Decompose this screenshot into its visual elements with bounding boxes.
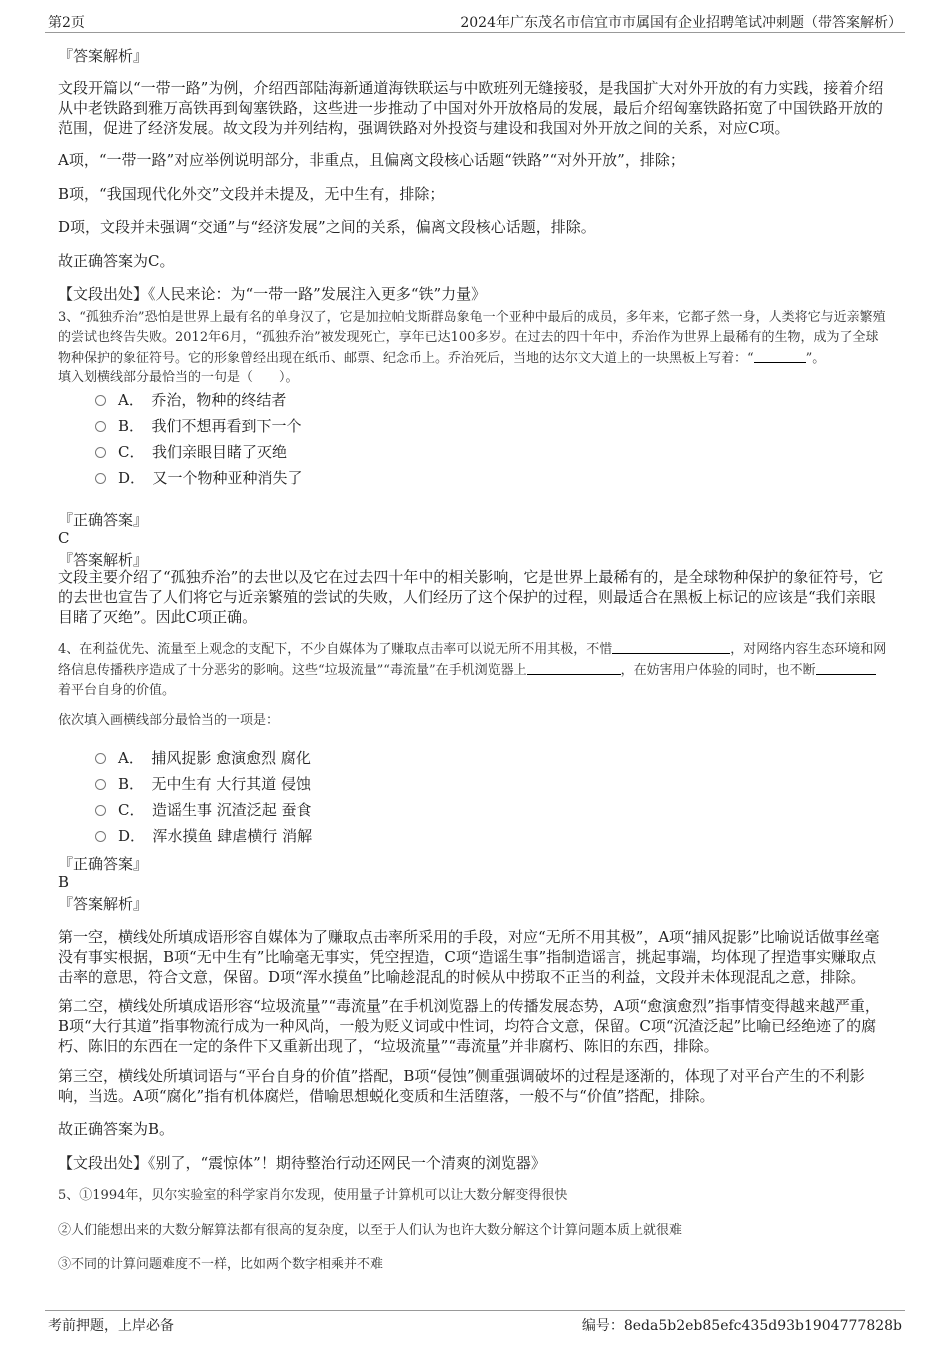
q5-sentence-2: ②人们能想出来的大数分解算法都有很高的复杂度，以至于人们认为也许大数分解这个计算问题本质上就很难 <box>58 1223 683 1238</box>
q3-option-d-label: D． 又一个物种亚种消失了 <box>118 469 303 487</box>
q4-analysis-p2: 第二空，横线处所填成语形容“垃圾流量”“毒流量”在手机浏览器上的传播发展态势，A项“愈演愈烈”指事情变得越来越严重，B项“大行其道”指事物流行成为一种风尚，一般为贬义词或中性词，均符合文意，保留。C项“沉渣泛起”比喻已经绝迹了的腐朽、陈旧的东西在一定的条件下又重新出现了，“垃圾流量”“毒流量”并非腐朽、陈旧的东西，排除。 <box>58 997 880 1055</box>
q4-answer: B <box>58 873 70 891</box>
q4-stem-c: ，在妨害用户体验的同时，也不断 <box>620 663 816 678</box>
q3-analysis-label: 『答案解析』 <box>58 551 149 569</box>
q4-option-d[interactable] <box>95 825 312 847</box>
q3-option-a[interactable] <box>95 389 286 411</box>
radio-icon[interactable] <box>95 421 106 432</box>
page-footer <box>45 1310 905 1337</box>
radio-icon[interactable] <box>95 447 106 458</box>
radio-icon[interactable] <box>95 805 106 816</box>
radio-icon[interactable] <box>95 395 106 406</box>
q3-option-d[interactable] <box>95 467 303 489</box>
q4-stem-a: 4、在利益优先、流量至上观念的支配下，不少自媒体为了赚取点击率可以说无所不用其极，不惜 <box>58 642 613 657</box>
q3-option-a-label: A． 乔治，物种的终结者 <box>118 391 287 409</box>
q2-analysis-label: 『答案解析』 <box>58 47 149 65</box>
document-title: 2024年广东茂名市信宜市市属国有企业招聘笔试冲刺题（带答案解析） <box>460 15 902 31</box>
q3-stem-text: 3、“孤独乔治”恐怕是世界上最有名的单身汉了，它是加拉帕戈斯群岛象龟一个亚种中最后的成员，多年来，它都孑然一身，人类将它与近亲繁殖的尝试也终告失败。2012年6月，“孤独乔治”被发现死亡，享年已达100多岁。在过去的四十年中，乔治作为世界上最稀有的生物，成为了全球物种保护的象征符号。它的形象曾经出现在纸币、邮票、纪念币上。乔治死后，当地的达尔文大道上的一块黑板上写着：“ <box>58 310 886 366</box>
q4-option-c[interactable] <box>95 799 312 821</box>
q2-analysis-p3: B项，“我国现代化外交”文段并未提及，无中生有，排除； <box>58 185 445 203</box>
radio-icon[interactable] <box>95 831 106 842</box>
q3-stem-end: ”。 <box>805 351 826 366</box>
radio-icon[interactable] <box>95 753 106 764</box>
q5-sentence-3: ③不同的计算问题难度不一样，比如两个数字相乘并不难 <box>58 1257 384 1272</box>
page-header <box>45 10 905 33</box>
q4-option-b[interactable] <box>95 773 311 795</box>
q4-stem <box>58 639 888 701</box>
q4-stem-d: 着平台自身的价值。 <box>58 683 176 698</box>
q3-prompt: 填入划横线部分最恰当的一句是（ ）。 <box>58 370 299 385</box>
q4-option-d-label: D． 浑水摸鱼 肆虐横行 消解 <box>118 827 313 845</box>
q3-answer: C <box>58 529 70 547</box>
q3-blank <box>754 348 806 363</box>
q4-option-a[interactable] <box>95 747 311 769</box>
q3-option-c-label: C． 我们亲眼目睹了灭绝 <box>118 443 287 461</box>
q5-sentence-1: 5、①1994年，贝尔实验室的科学家肖尔发现，使用量子计算机可以让大数分解变得很快 <box>58 1188 568 1203</box>
q3-option-b[interactable] <box>95 415 302 437</box>
q4-correct-label: 『正确答案』 <box>58 855 149 873</box>
page-number: 第2页 <box>48 15 85 31</box>
q2-analysis-p1: 文段开篇以“一带一路”为例，介绍西部陆海新通道海铁联运与中欧班列无缝接驳，是我国扩大对外开放的有力实践，接着介绍从中老铁路到雅万高铁再到匈塞铁路，这些进一步推动了中国对外开放格局的发展，最后介绍匈塞铁路拓宽了中国铁路开放的范围，促进了经济发展。故文段为并列结构，强调铁路对外投资与建设和我国对外开放之间的关系，对应C项。 <box>58 79 884 137</box>
q3-analysis: 文段主要介绍了“孤独乔治”的去世以及它在过去四十年中的相关影响，它是世界上最稀有的，是全球物种保护的象征符号，它的去世也宣告了人们将它与近亲繁殖的尝试的失败，人们经历了这个保护的过程，则最适合在黑板上标记的应该是“我们亲眼目睹了灭绝”。因此C项正确。 <box>58 568 884 626</box>
q4-analysis-p1: 第一空，横线处所填成语形容自媒体为了赚取点击率所采用的手段，对应“无所不用其极”，A项“捕风捉影”比喻说话做事丝毫没有事实根据，B项“无中生有”比喻毫无事实，凭空捏造，C项“造谣生事”指制造谣言，挑起事端，均体现了捏造事实赚取点击率的意思，符合文意，保留。D项“浑水摸鱼”比喻趁混乱的时候从中捞取不正当的利益，文段并未体现混乱之意，排除。 <box>58 928 880 986</box>
q3-option-c[interactable] <box>95 441 287 463</box>
q4-option-b-label: B． 无中生有 大行其道 侵蚀 <box>118 775 312 793</box>
q4-blank-1 <box>612 639 730 654</box>
q4-prompt: 依次填入画横线部分最恰当的一项是： <box>58 713 280 728</box>
q3-stem <box>58 308 888 369</box>
q2-analysis-p4: D项，文段并未强调“交通”与“经济发展”之间的关系，偏离文段核心话题，排除。 <box>58 218 596 236</box>
q4-analysis-p3: 第三空，横线处所填词语与“平台自身的价值”搭配，B项“侵蚀”侧重强调破坏的过程是逐渐的，体现了对平台产生的不利影响，当选。A项“腐化”指有机体腐烂，借喻思想蜕化变质和生活堕落，一般不与“价值”搭配，排除。 <box>58 1067 865 1105</box>
q3-option-b-label: B． 我们不想再看到下一个 <box>118 417 302 435</box>
radio-icon[interactable] <box>95 779 106 790</box>
q2-source: 【文段出处】《人民来论：为“一带一路”发展注入更多“铁”力量》 <box>58 285 487 303</box>
footer-slogan: 考前押题，上岸必备 <box>48 1318 174 1334</box>
radio-icon[interactable] <box>95 473 106 484</box>
q4-option-a-label: A． 捕风捉影 愈演愈烈 腐化 <box>118 749 311 767</box>
q2-analysis-p2: A项，“一带一路”对应举例说明部分，非重点，且偏离文段核心话题“铁路”“对外开放”，排除； <box>58 151 685 169</box>
q2-answer-summary: 故正确答案为C。 <box>58 252 175 270</box>
q4-stem-b: ，对网络内容生态环境和网络信息传播秩序造成了十分恶劣的影响。这些“垃圾流量”“毒流量”在手机浏览器上 <box>58 642 887 678</box>
q4-option-c-label: C． 造谣生事 沉渣泛起 蚕食 <box>118 801 312 819</box>
q4-analysis-label: 『答案解析』 <box>58 895 149 913</box>
q4-blank-2 <box>527 660 621 675</box>
q4-blank-3 <box>816 660 876 675</box>
q4-answer-summary: 故正确答案为B。 <box>58 1120 175 1138</box>
footer-document-id: 编号：8eda5b2eb85efc435d93b1904777828b <box>581 1318 902 1334</box>
q4-source: 【文段出处】《别了，“震惊体”！期待整治行动还网民一个清爽的浏览器》 <box>58 1154 546 1172</box>
q3-correct-label: 『正确答案』 <box>58 511 149 529</box>
